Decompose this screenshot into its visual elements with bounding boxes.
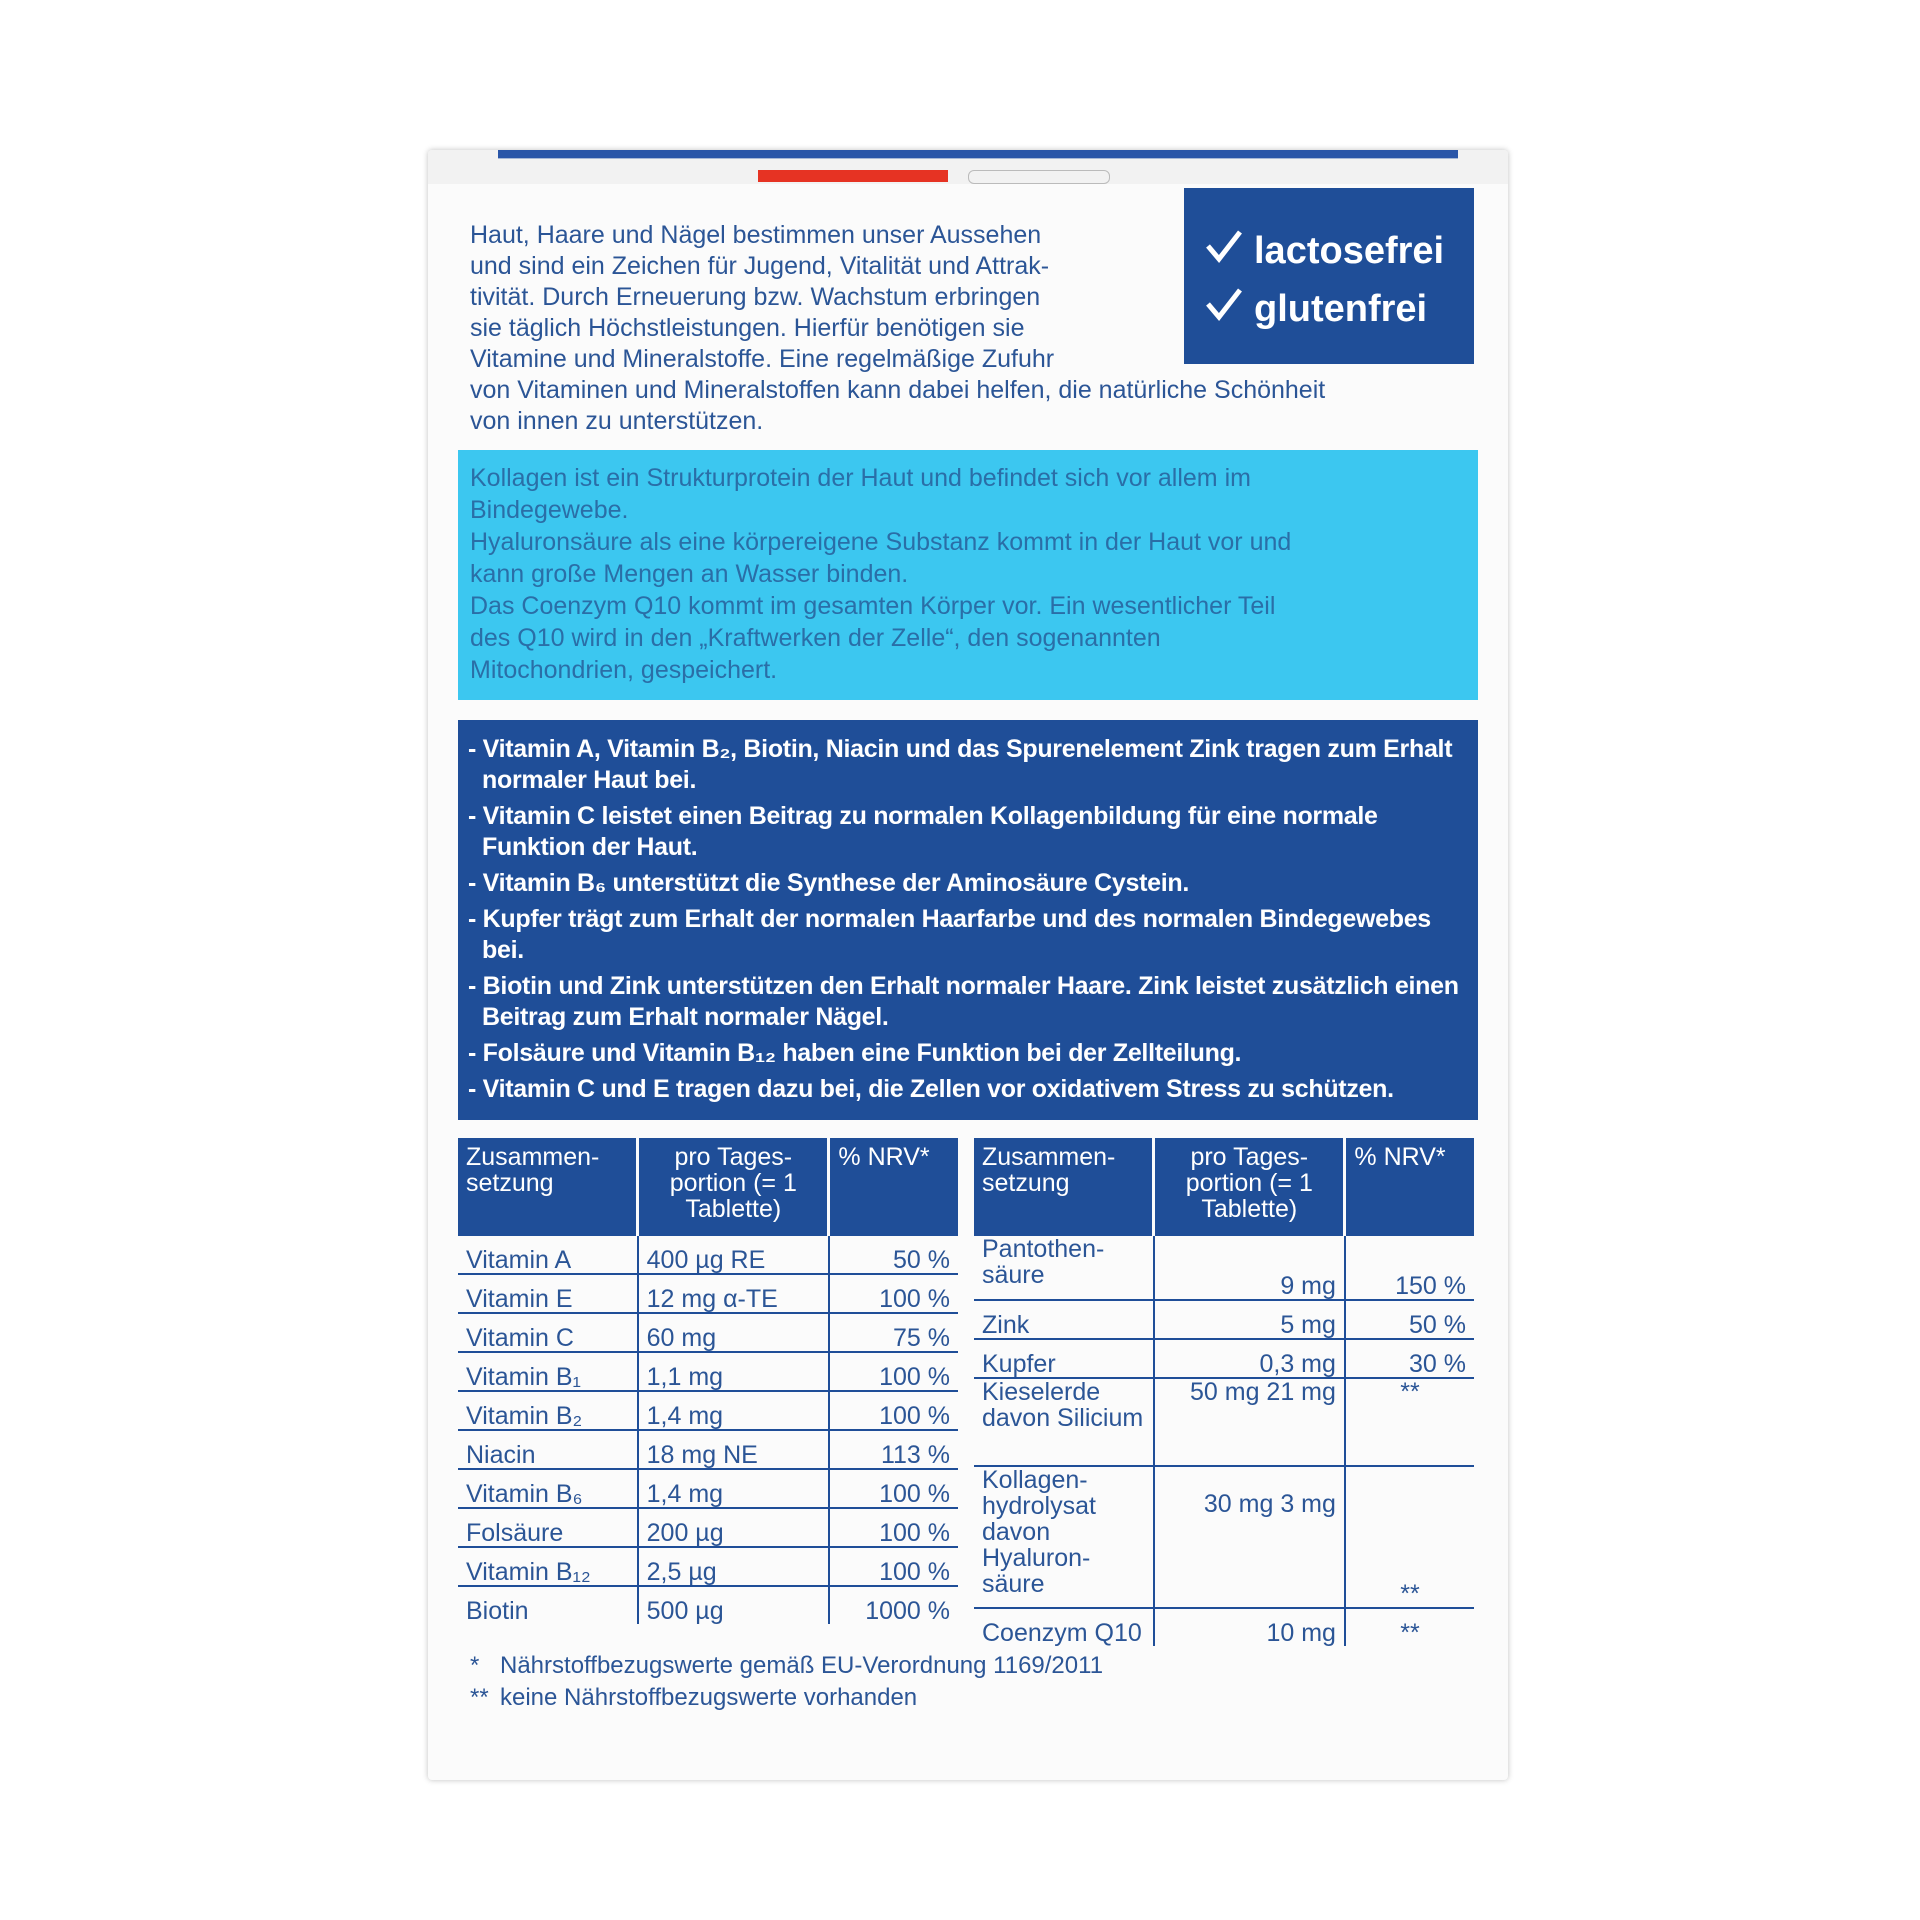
column-header-composition: Zusammen- setzung (458, 1138, 638, 1236)
table-row (458, 1508, 958, 1547)
nutrient-amount: 12 mg α-TE (638, 1274, 829, 1313)
footnote-mark: * (470, 1652, 480, 1679)
red-label-fragment (758, 170, 948, 182)
glutenfree-row (1204, 284, 1427, 334)
nutrient-nrv: 100 % (829, 1508, 958, 1547)
nutrient-name: Vitamin E (458, 1274, 638, 1313)
cropped-brand-strip (428, 150, 1508, 184)
ingredient-info-panel (458, 450, 1478, 700)
glutenfree-label: glutenfrei (1254, 287, 1428, 330)
nutrient-nrv: 100 % (829, 1391, 958, 1430)
nutrient-amount: 1,4 mg (638, 1469, 829, 1508)
claim-item: - Vitamin A, Vitamin B₂, Biotin, Niacin und das Spurenelement Zink tragen zum Erhalt normaler Haut bei. (468, 734, 1466, 796)
intro-line: Vitamine und Mineralstoffe. Eine regelmäßige Zufuhr (470, 345, 1055, 373)
nutrient-amount: 10 mg (1154, 1608, 1345, 1646)
intro-line: tivität. Durch Erneuerung bzw. Wachstum erbringen (470, 283, 1041, 311)
nutrient-nrv: 100 % (829, 1352, 958, 1391)
nutrient-nrv: 50 % (829, 1236, 958, 1274)
free-from-badge (1184, 188, 1474, 364)
table-row (458, 1469, 958, 1508)
claim-item: - Vitamin B₆ unterstützt die Synthese der Aminosäure Cystein. (468, 868, 1466, 899)
table-row (974, 1466, 1474, 1608)
nutrient-amount: 400 µg RE (638, 1236, 829, 1274)
nutrient-nrv: ** (1345, 1608, 1474, 1646)
intro-line: und sind ein Zeichen für Jugend, Vitalität und Attrak- (470, 252, 1050, 280)
nutrient-name: Vitamin B₂ (458, 1391, 638, 1430)
table-row (974, 1236, 1474, 1300)
claim-item: - Vitamin C leistet einen Beitrag zu normalen Kollagenbildung für eine normale Funktion der Haut. (468, 801, 1466, 863)
lactosefree-row (1204, 226, 1444, 276)
nutrient-name: Coenzym Q10 (982, 1619, 1142, 1647)
table-row (458, 1586, 958, 1624)
nutrient-amount: 500 µg (638, 1586, 829, 1624)
info-line: Bindegewebe. (470, 496, 629, 524)
nutrient-amount: 60 mg (638, 1313, 829, 1352)
table-row (974, 1608, 1474, 1646)
nutrient-amount: 0,3 mg (1154, 1339, 1345, 1378)
column-header-nrv: % NRV* (1345, 1138, 1474, 1236)
claim-item: - Folsäure und Vitamin B₁₂ haben eine Funktion bei der Zellteilung. (468, 1038, 1466, 1069)
info-line: Mitochondrien, gespeichert. (470, 656, 778, 684)
claim-item: - Vitamin C und E tragen dazu bei, die Zellen vor oxidativem Stress zu schützen. (468, 1074, 1466, 1105)
nutrient-nrv: ** (1345, 1466, 1474, 1608)
info-line: Das Coenzym Q10 kommt im gesamten Körper vor. Ein wesentlicher Teil (470, 592, 1276, 620)
health-claims-panel (458, 720, 1478, 1120)
nutrient-nrv: 30 % (1345, 1339, 1474, 1378)
table-row (974, 1378, 1474, 1466)
brand-logo-fragment (498, 150, 1458, 164)
nutrient-name: Vitamin B₆ (458, 1469, 638, 1508)
footnote-mark: ** (470, 1684, 489, 1711)
claim-item: - Kupfer trägt zum Erhalt der normalen Haarfarbe und des normalen Bindegewebes bei. (468, 904, 1466, 966)
nutrient-name: Biotin (466, 1597, 529, 1625)
nutrient-nrv: 113 % (829, 1430, 958, 1469)
nutrient-name: Vitamin B₁₂ (458, 1547, 638, 1586)
column-header-daily-portion: pro Tages- portion (= 1 Tablette) (1154, 1138, 1345, 1236)
footnote (470, 1682, 1103, 1714)
package-back (428, 150, 1508, 1780)
info-line: Kollagen ist ein Strukturprotein der Haut und befindet sich vor allem im (470, 464, 1251, 492)
column-header-composition: Zusammen- setzung (974, 1138, 1154, 1236)
intro-line: von Vitaminen und Mineralstoffen kann dabei helfen, die natürliche Schönheit (470, 376, 1326, 404)
table-row (458, 1274, 958, 1313)
nutrient-nrv: 100 % (829, 1274, 958, 1313)
column-header-daily-portion: pro Tages- portion (= 1 Tablette) (638, 1138, 829, 1236)
table-row (974, 1339, 1474, 1378)
nutrient-nrv: 100 % (829, 1469, 958, 1508)
nutrient-amount: 200 µg (638, 1508, 829, 1547)
nutrient-amount: 50 mg 21 mg (1154, 1378, 1345, 1466)
nutrient-amount: 18 mg NE (638, 1430, 829, 1469)
nutrient-nrv: 50 % (1345, 1300, 1474, 1339)
nutrient-name: Vitamin B₁ (458, 1352, 638, 1391)
nutrient-amount: 2,5 µg (638, 1547, 829, 1586)
nutrient-name: Zink (974, 1300, 1154, 1339)
nutrient-amount: 1,4 mg (638, 1391, 829, 1430)
table-row (458, 1236, 958, 1274)
nutrient-nrv: 1000 % (829, 1586, 958, 1624)
nutrient-nrv: 75 % (829, 1313, 958, 1352)
footnote-text: keine Nährstoffbezugswerte vorhanden (500, 1684, 918, 1711)
info-line: des Q10 wird in den „Kraftwerken der Zelle“, den sogenannten (470, 624, 1161, 652)
table-row (974, 1300, 1474, 1339)
intro-line: sie täglich Höchstleistungen. Hierfür benötigen sie (470, 314, 1025, 342)
nutrient-amount: 9 mg (1154, 1236, 1345, 1300)
nutrient-amount: 1,1 mg (638, 1352, 829, 1391)
nutrient-name: Kupfer (974, 1339, 1154, 1378)
nutrient-name: Pantothen- säure (974, 1236, 1154, 1300)
table-row (458, 1313, 958, 1352)
table-row (458, 1430, 958, 1469)
nutrient-amount: 30 mg 3 mg (1154, 1466, 1345, 1608)
nutrient-name: Vitamin A (458, 1236, 638, 1274)
nutrient-name: Kollagen- hydrolysat davon Hyaluron- säure (974, 1466, 1154, 1608)
claim-item: - Biotin und Zink unterstützen den Erhalt normaler Haare. Zink leistet zusätzlich einen Beitrag zum Erhalt normaler Nägel. (468, 971, 1466, 1033)
checkmark-icon (1204, 226, 1244, 276)
nutrient-amount: 5 mg (1154, 1300, 1345, 1339)
nutrient-name: Kieselerde davon Silicium (974, 1378, 1154, 1466)
nutrient-name: Niacin (458, 1430, 638, 1469)
footnotes (470, 1650, 1103, 1714)
intro-line: Haut, Haare und Nägel bestimmen unser Aussehen (470, 221, 1042, 249)
pill-label-fragment (968, 170, 1110, 184)
table-row (458, 1391, 958, 1430)
intro-line: von innen zu unterstützen. (470, 407, 764, 435)
info-line: kann große Mengen an Wasser binden. (470, 560, 909, 588)
nutrient-name: Vitamin C (458, 1313, 638, 1352)
nutrient-nrv: 100 % (829, 1547, 958, 1586)
column-header-nrv: % NRV* (829, 1138, 958, 1236)
nutrient-name: Folsäure (458, 1508, 638, 1547)
nutrient-nrv: ** (1345, 1378, 1474, 1466)
footnote (470, 1650, 1103, 1682)
nutrition-table-left (458, 1138, 958, 1624)
table-row (458, 1352, 958, 1391)
table-row (458, 1547, 958, 1586)
lactosefree-label: lactosefrei (1254, 229, 1445, 272)
checkmark-icon (1204, 284, 1244, 334)
footnote-text: Nährstoffbezugswerte gemäß EU-Verordnung 1169/2011 (500, 1652, 1104, 1679)
nutrient-nrv: 150 % (1345, 1236, 1474, 1300)
nutrition-table-right (974, 1138, 1474, 1646)
info-line: Hyaluronsäure als eine körpereigene Substanz kommt in der Haut vor und (470, 528, 1292, 556)
